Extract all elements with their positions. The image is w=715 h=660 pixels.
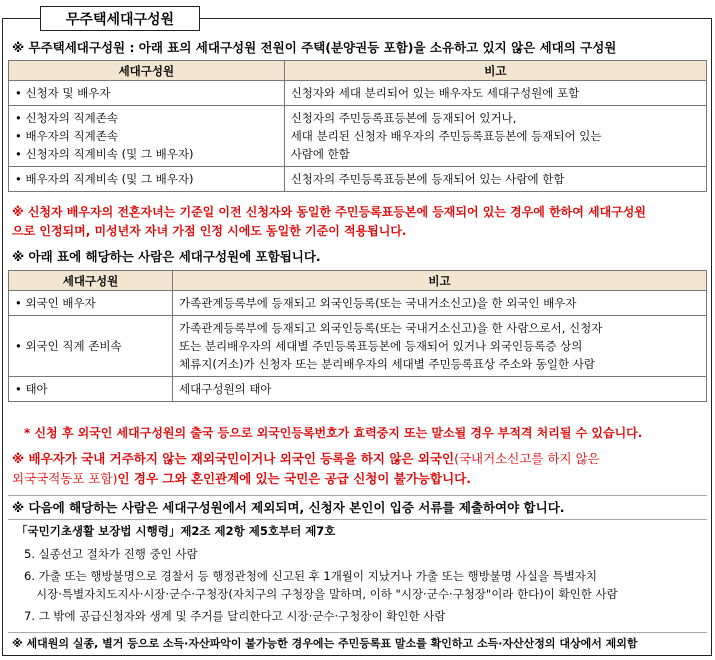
member-item: • 신청자의 직계비속 (및 그 배우자): [15, 145, 278, 163]
member-item: • 신청자 및 배우자: [15, 84, 278, 102]
law-items: [24, 545, 701, 625]
exclude-note: ※ 다음에 해당하는 사람은 세대구성원에서 제외되며, 신청자 본인이 입증 서류를 제출하여야 합니다.: [12, 500, 565, 515]
include-note: ※ 아래 표에 해당하는 사람은 세대구성원에 포함됩니다.: [12, 249, 321, 264]
footer-note: ※ 세대원의 실종, 별거 등으로 소득·자산파악이 불가능한 경우에는 주민등록표 말소를 확인하고 소득·자산산정의 대상에서 제외함: [12, 637, 638, 650]
divider: [8, 519, 707, 520]
foreign-cancel-note: * 신청 후 외국인 세대구성원의 출국 등으로 외국인등록번호가 효력중지 또는 말소될 경우 부적격 처리될 수 있습니다.: [24, 426, 643, 440]
remark-line: 신청자의 주민등록표등본에 등재되어 있는 사람에 한함: [290, 172, 565, 186]
table-row: [9, 316, 707, 377]
table1-header-remark: 비고: [284, 61, 706, 81]
table2-header-member: 세대구성원: [9, 271, 173, 291]
table-row: [9, 81, 707, 106]
foreign-member-table: [8, 270, 707, 402]
remark-line: 체류지(거소)가 신청자 또는 분리배우자의 세대별 주민등록표상 주소와 동일한 사람: [179, 357, 595, 371]
overseas-spouse-normal2: 외국국적동포 포함): [12, 471, 118, 486]
overseas-spouse-bold: ※ 배우자가 국내 거주하지 않는 재외국민이거나 외국인 등록을 하지 않은 외국인: [12, 451, 455, 466]
table-row: [9, 291, 707, 316]
stepchild-note: [12, 203, 646, 241]
list-item: 6. 가출 또는 행방불명으로 경찰서 등 행정관청에 신고된 후 1개월이 지났거나 가출 또는 행방불명 사실을 특별자치: [24, 569, 598, 583]
stepchild-note-line: 으로 인정되며, 미성년자 자녀 가점 인정 시에도 동일한 기준이 적용됩니다.: [12, 224, 407, 238]
member-item: • 배우자의 직계비속 (및 그 배우자): [15, 170, 278, 188]
member-item: • 신청자의 직계존속: [15, 109, 278, 127]
list-item: 시장·특별자치도지사·시장·군수·구청장(자치구의 구청장을 말하며, 이하 "시장·군수·구청장"이라 한다)이 확인한 사람: [36, 587, 618, 601]
remark-line: 사람에 한함: [290, 147, 350, 161]
remark-line: 세대구성원의 태아: [179, 382, 272, 396]
household-table: [8, 60, 707, 192]
member-item: • 태아: [15, 380, 166, 398]
member-item: • 외국인 직계 존비속: [15, 337, 166, 355]
divider: [8, 632, 707, 633]
remark-line: 신청자와 세대 분리되어 있는 배우자도 세대구성원에 포함: [290, 86, 580, 100]
table1-header-member: 세대구성원: [9, 61, 285, 81]
section-title: 무주택세대구성원: [40, 6, 200, 31]
overseas-spouse-normal: (국내거소신고를 하지 않은: [454, 451, 600, 466]
remark-line: 가족관계등록부에 등재되고 외국인등록(또는 국내거소신고)을 한 외국인 배우자: [179, 296, 577, 310]
member-item: • 배우자의 직계존속: [15, 127, 278, 145]
member-item: • 외국인 배우자: [15, 294, 166, 312]
list-item: 7. 그 밖에 공급신청자와 생계 및 주거를 달리한다고 시장·군수·구청장이 확인한 사람: [24, 609, 446, 623]
table-row: [9, 377, 707, 402]
law-reference: 「국민기초생활 보장법 시행령」제2조 제2항 제5호부터 제7호: [16, 524, 336, 538]
overseas-spouse-note: [12, 449, 600, 489]
stepchild-note-line: ※ 신청자 배우자의 전혼자녀는 기준일 이전 신청자와 동일한 주민등록표등본에 등재되어 있는 경우에 한하여 세대구성원: [12, 205, 646, 219]
divider: [8, 495, 707, 496]
remark-line: 세대 분리된 신청자 배우자의 주민등록표등본에 등재되어 있는: [290, 129, 602, 143]
overseas-spouse-bold2: 인 경우 그와 혼인관계에 있는 국민은 공급 신청이 불가능합니다.: [117, 471, 471, 486]
remark-line: 가족관계등록부에 등재되고 외국인등록(또는 국내거소신고)을 한 사람으로서, 신청자: [179, 321, 603, 335]
table-row: [9, 106, 707, 167]
definition-note: ※ 무주택세대구성원 : 아래 표의 세대구성원 전원이 주택(분양권등 포함)을 소유하고 있지 않은 세대의 구성원: [12, 40, 617, 55]
table2-header-remark: 비고: [173, 271, 707, 291]
remark-line: 또는 분리배우자의 세대별 주민등록표등본에 등재되어 있거나 외국인등록증 상의: [179, 339, 583, 353]
table-row: [9, 167, 707, 192]
remark-line: 신청자의 주민등록표등본에 등재되어 있거나,: [290, 111, 517, 125]
list-item: 5. 실종선고 절차가 진행 중인 사람: [24, 547, 198, 561]
